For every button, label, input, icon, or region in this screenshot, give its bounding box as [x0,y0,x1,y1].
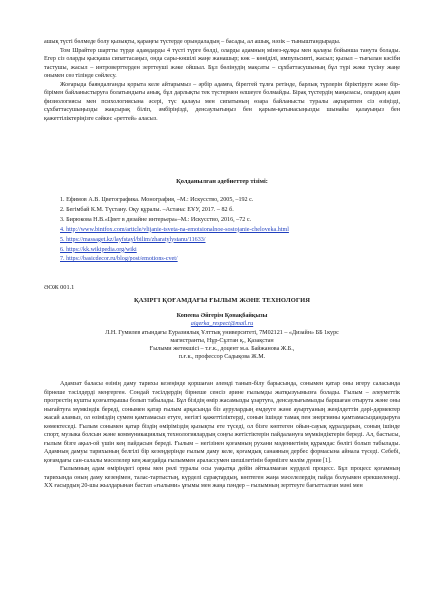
reference-item[interactable] [60,255,400,265]
paragraph: Том Шрайтер шартты түрде адамдарды 4 түсті түрге бөлді, оларды адамның мінез-құлқы мен қалауы бойынша танута болады. Егер сіз оларды қысқаша сипаттасаңыз, онда сары-көшілі жаңе жанашыр; көк – көніділі, импульсивті, жасыл; қызыл – тығылан кәсіби тастушы, жасыл – интроверттерден зерттеуші жәке ойшыл. Бұл бөлінудің мақсаты – сұхбаттасушының бұл түрі жәке түсіну жаңе онымен сөз тілінде сөйлесу. [44,47,400,79]
intro-section [44,38,400,123]
paragraph: ашық түсті бөлмеде болу қызықты, қараңғы түстерде орындаладың – басады, ал ашық, нәзік – тыныштандырады. [44,39,341,45]
reference-item[interactable] [60,246,400,256]
reference-link[interactable]: 7. https://basicdecor.ru/blog/post/emotions-cvet/ [60,256,178,263]
supervisor-line: Ғылыми жетекшісі – т.ғ.к., доцент м.а. Байжанова Ж.Б., [149,346,295,353]
supervisor-line: п.ғ.к., профессор Садықова Ж.М. [178,354,266,361]
references-list [60,196,400,265]
reference-item: 1. Ефимов А.В. Цветографика. Монография, –М.: Искусство, 2005, –192 с. [60,197,254,203]
reference-item: 3. Бирюкова Н.В.«Цвет в дизайне интерьера»–М.: Искусство, 2016, –72 с. [60,216,252,223]
affiliation-line: магистранты, Нұр-Сұлтан қ., Қазақстан [170,337,274,344]
affiliation-line: Л.Н. Гумилев атындағы Еуразиялық Ұлттық университеті, 7М02121 – «Дизайн» ББ 1курс [105,329,339,336]
udc-code: ӘОЖ 001.1 [44,284,75,291]
author-name: Копеева Әйгерім Қонақбайқызы [176,313,268,319]
article-body [44,380,400,491]
reference-item: 2. Бегімбай К.М. Түстану. Оқу құралы. –Астана: ЕҰУ, 2017. – 82 б. [60,206,234,213]
author-email[interactable]: aigerka_respect@mail.ru [190,321,254,328]
reference-link[interactable]: 4. http://www.bintfox.com/article/vlijanie-tsveta-na-emotsionalnoe-sostojanie-cheloveka.html [60,226,289,233]
paragraph: Ғылымның адам өміріндегі орны мен рөлі туралы осы уақытқа дейін әйткалмаған күрделі процесс. Бұл процесс қоғамның тарихында оның даму кезеңімен, талас-тартыстың, күрделі сұрақтардың, көптеген жаңа мәселелердің пайда болуымен ерекшеленеді. XX ғасырдың 20-шы жылдарынан бастап «ғылыми» ұғымы мен жаңа пәндер – ғылымның зерттеуге бағытталған мәні мен [44,466,400,489]
paragraph: Жоғарыда баяндалғанды қорыта келе айтарымыз – әрбір адамға, біреггей тұлға ретінде, барлық түрлерін біріктіруге және бір-бірімен байланыстыруға болатындығы анық, бұл дарлықты тек түстермен өлшеуге болмайды. Бірақ түстердің маңызасы, олардың адам физиологиясы мен психологиясына әсері, түс қалауы мен сипатының өзара байланысты туралы ақпаратпен сіз өзіңізді, сұхбаттасушыңызды жақсырақ біліп, әмбіріңізді, денсаулығыңыз бен қарым-қатынасыңызды шынайы қалауыңыз бен қажеттіліктеріңізге сәйкес «реттей» аласыз. [44,81,400,122]
reference-link[interactable]: 6. https://kk.wikipedia.org/wiki [60,246,137,253]
references-title: Қолданылған әдебиеттер тізімі: [176,178,268,185]
paragraph: Адамзат баласы өзінің даму тарихы кезеңінде қоршаған әлемді танып-білу барысында, сонымен қатар оны игеру саласында бірнеше тәсілдерді меңгерген. Сондай тәсілдердің бірнеше сенсіз әрине ғылымды жатқызуымызға болады. Ғылым – әлеуметтік прогрестің күшты қозғалтқышы болып табылады. Бұл бізідің өмір жасамызды ұзартуға, денсаулығымызды баршаған отырута және оны нығайтуға мүмкіндік береді, сонымен қатар ғылым арқасында біз аурулардың емдеуге және ауыртуаның жеңілдеттін дәрі-дәрмектер жасай аламыз, ол өзіміздің сумем қамтамасыз етуге, негізгі қажеттіліктерді, сонын ішінде тамақ пен энергияны қамтамасыздандыруға көмектеседі. Ғылым сонымен қатар біздің өміріміздің қызықты ете түседі, ол бізге көптеген ойын-сауық құралдарын, соның ішінде спорт, музыка болсын және коммуникациялық технологиялардың соңғы жетістіктерін пайдалануға мүмкіндіктерін береді. Ал, бастысы, ғылым бізге ақыл-ой үшін кең пайдасын береді. Ғылым – негізінен қоғамның рухани мәдениетінің құрамдас бөлігі болып табылады. Адамның дамуы тарихының белгілі бір кезеңдерінде ғылым даму келе, қоғамдық санаяның дербес формасына айнала түседі. Себебі, қоғамдағы сан-салалы мәселелер кең жағдайда ғылыммен аралассумен шешілетінін бәрміізге мәлім дүние [1]. [44,381,400,464]
reference-link[interactable]: 5. https://massaget.kz/layfstayl/bilim/zharatylystanu/11633/ [60,236,206,243]
author-block [44,312,400,362]
reference-item[interactable] [60,236,400,246]
article-title: ҚАЗІРГІ ҚОҒАМДАҒЫ ҒЫЛЫМ ЖӘНЕ ТЕХНОЛОГИЯ [133,297,311,304]
reference-item[interactable] [60,226,400,236]
